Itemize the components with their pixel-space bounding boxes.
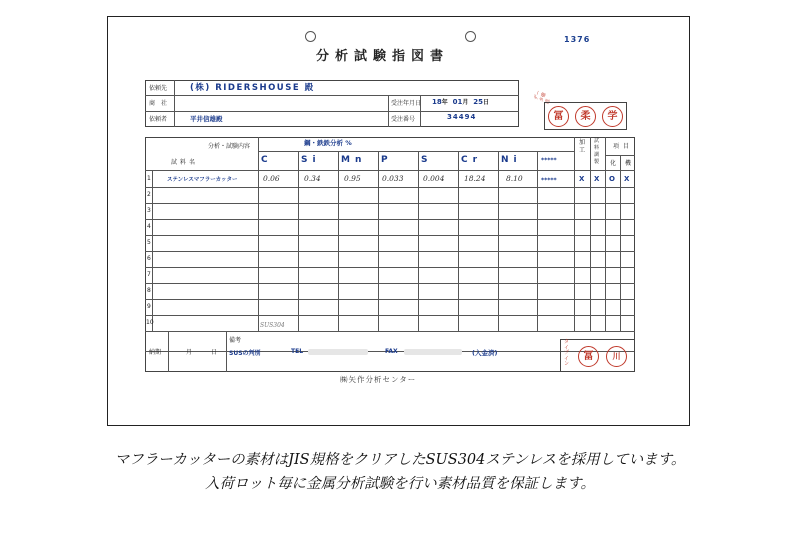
approval-stamp-3: 学 bbox=[602, 106, 623, 127]
analysis-content-value: 鋼・鉄鉄分析 % bbox=[304, 139, 352, 147]
tel-redacted bbox=[308, 349, 368, 355]
element-header-ni: Ni bbox=[501, 155, 522, 165]
row-number: 10 bbox=[146, 319, 154, 326]
due-day-unit: 日 bbox=[211, 349, 218, 356]
element-header-c: C bbox=[261, 155, 268, 165]
row1-mark-prep: X bbox=[594, 175, 600, 183]
typing-stamp-2: 川 bbox=[606, 346, 627, 367]
receipt-date: 18年 01月 25日 bbox=[432, 98, 490, 106]
row1-mark-processing: X bbox=[579, 175, 585, 183]
company-footer: ㈱矢作分析センター bbox=[340, 375, 417, 384]
element-header-si: Si bbox=[301, 155, 321, 165]
row-number: 8 bbox=[147, 287, 151, 294]
remarks-text: SUSの判別 bbox=[229, 350, 261, 357]
sample-name-label: 試料名 bbox=[171, 159, 199, 166]
mech-header: 機 bbox=[625, 160, 632, 167]
row-number: 7 bbox=[147, 271, 151, 278]
sample-prep-header: 試料調製 bbox=[594, 138, 600, 165]
element-header-cr: Cr bbox=[461, 155, 483, 165]
row1-mark-mech: X bbox=[624, 175, 630, 183]
due-date-label: 納期 bbox=[149, 349, 162, 356]
row-number: 6 bbox=[147, 255, 151, 262]
fax-redacted bbox=[404, 349, 462, 355]
row1-value-extra: ***** bbox=[541, 177, 557, 184]
form-title: 分析試験指図書 bbox=[316, 49, 450, 64]
row-number: 1 bbox=[147, 175, 151, 182]
caption-line-2: 入荷ロット毎に金属分析試験を行い素材品質を保証します。 bbox=[204, 476, 596, 492]
row1-value-c: 0.06 bbox=[263, 174, 280, 183]
requester-label: 依頼者 bbox=[149, 116, 168, 123]
row10-note: SUS304 bbox=[260, 322, 285, 329]
tel-label: TEL bbox=[291, 348, 304, 355]
row1-value-si: 0.34 bbox=[304, 174, 321, 183]
company-label: 商社 bbox=[149, 100, 174, 107]
chem-header: 化 bbox=[610, 160, 617, 167]
caption-line-1: マフラーカッターの素材はJIS規格をクリアしたSUS304ステンレスを採用しています。 bbox=[114, 452, 686, 468]
payment-status: (入金済) bbox=[472, 349, 498, 357]
row-number: 5 bbox=[147, 239, 151, 246]
fax-label: FAX bbox=[385, 348, 398, 355]
client-label: 依頼先 bbox=[149, 85, 168, 92]
punch-hole-left-icon bbox=[305, 31, 316, 42]
row1-value-s: 0.004 bbox=[423, 174, 445, 183]
punch-hole-right-icon bbox=[465, 31, 476, 42]
element-header-s: S bbox=[421, 155, 428, 165]
approval-stamp-1: 冨 bbox=[548, 106, 569, 127]
items-header: 項目 bbox=[613, 143, 634, 150]
receipt-no-label: 受注番号 bbox=[391, 116, 416, 123]
due-month-unit: 月 bbox=[186, 349, 193, 356]
client-value: (株) RIDERSHOUSE 殿 bbox=[190, 83, 315, 93]
row1-mark-chem: O bbox=[609, 175, 615, 183]
row1-sample-name: ステンレスマフラーカッター bbox=[167, 177, 238, 183]
typing-label: タイプイン bbox=[564, 339, 570, 367]
row-number: 2 bbox=[147, 191, 151, 198]
row-number: 3 bbox=[147, 207, 151, 214]
receipt-no-value: 34494 bbox=[447, 113, 477, 121]
approval-stamp-2: 柔 bbox=[575, 106, 596, 127]
analysis-form-photo bbox=[107, 16, 690, 426]
processing-header: 加工 bbox=[579, 139, 586, 154]
row1-value-p: 0.033 bbox=[382, 174, 404, 183]
typing-stamp-1: 冨 bbox=[578, 346, 599, 367]
row-number: 9 bbox=[147, 303, 151, 310]
row1-value-mn: 0.95 bbox=[344, 174, 361, 183]
requester-value: 平井信雄殿 bbox=[190, 115, 223, 123]
element-header-p: P bbox=[381, 155, 388, 165]
remarks-label: 備考 bbox=[229, 337, 242, 344]
row1-value-cr: 18.24 bbox=[464, 174, 486, 183]
data-confirm-label: データ確認 bbox=[533, 89, 552, 106]
row-number: 4 bbox=[147, 223, 151, 230]
element-header-mn: Mn bbox=[341, 155, 367, 165]
element-header-extra: ***** bbox=[541, 157, 557, 164]
receipt-date-label: 受注年月日 bbox=[391, 100, 422, 107]
analysis-table bbox=[145, 137, 635, 372]
form-serial-number: 1376 bbox=[564, 35, 591, 44]
analysis-content-label: 分析・試験内容 bbox=[208, 143, 251, 150]
row1-value-ni: 8.10 bbox=[506, 174, 523, 183]
